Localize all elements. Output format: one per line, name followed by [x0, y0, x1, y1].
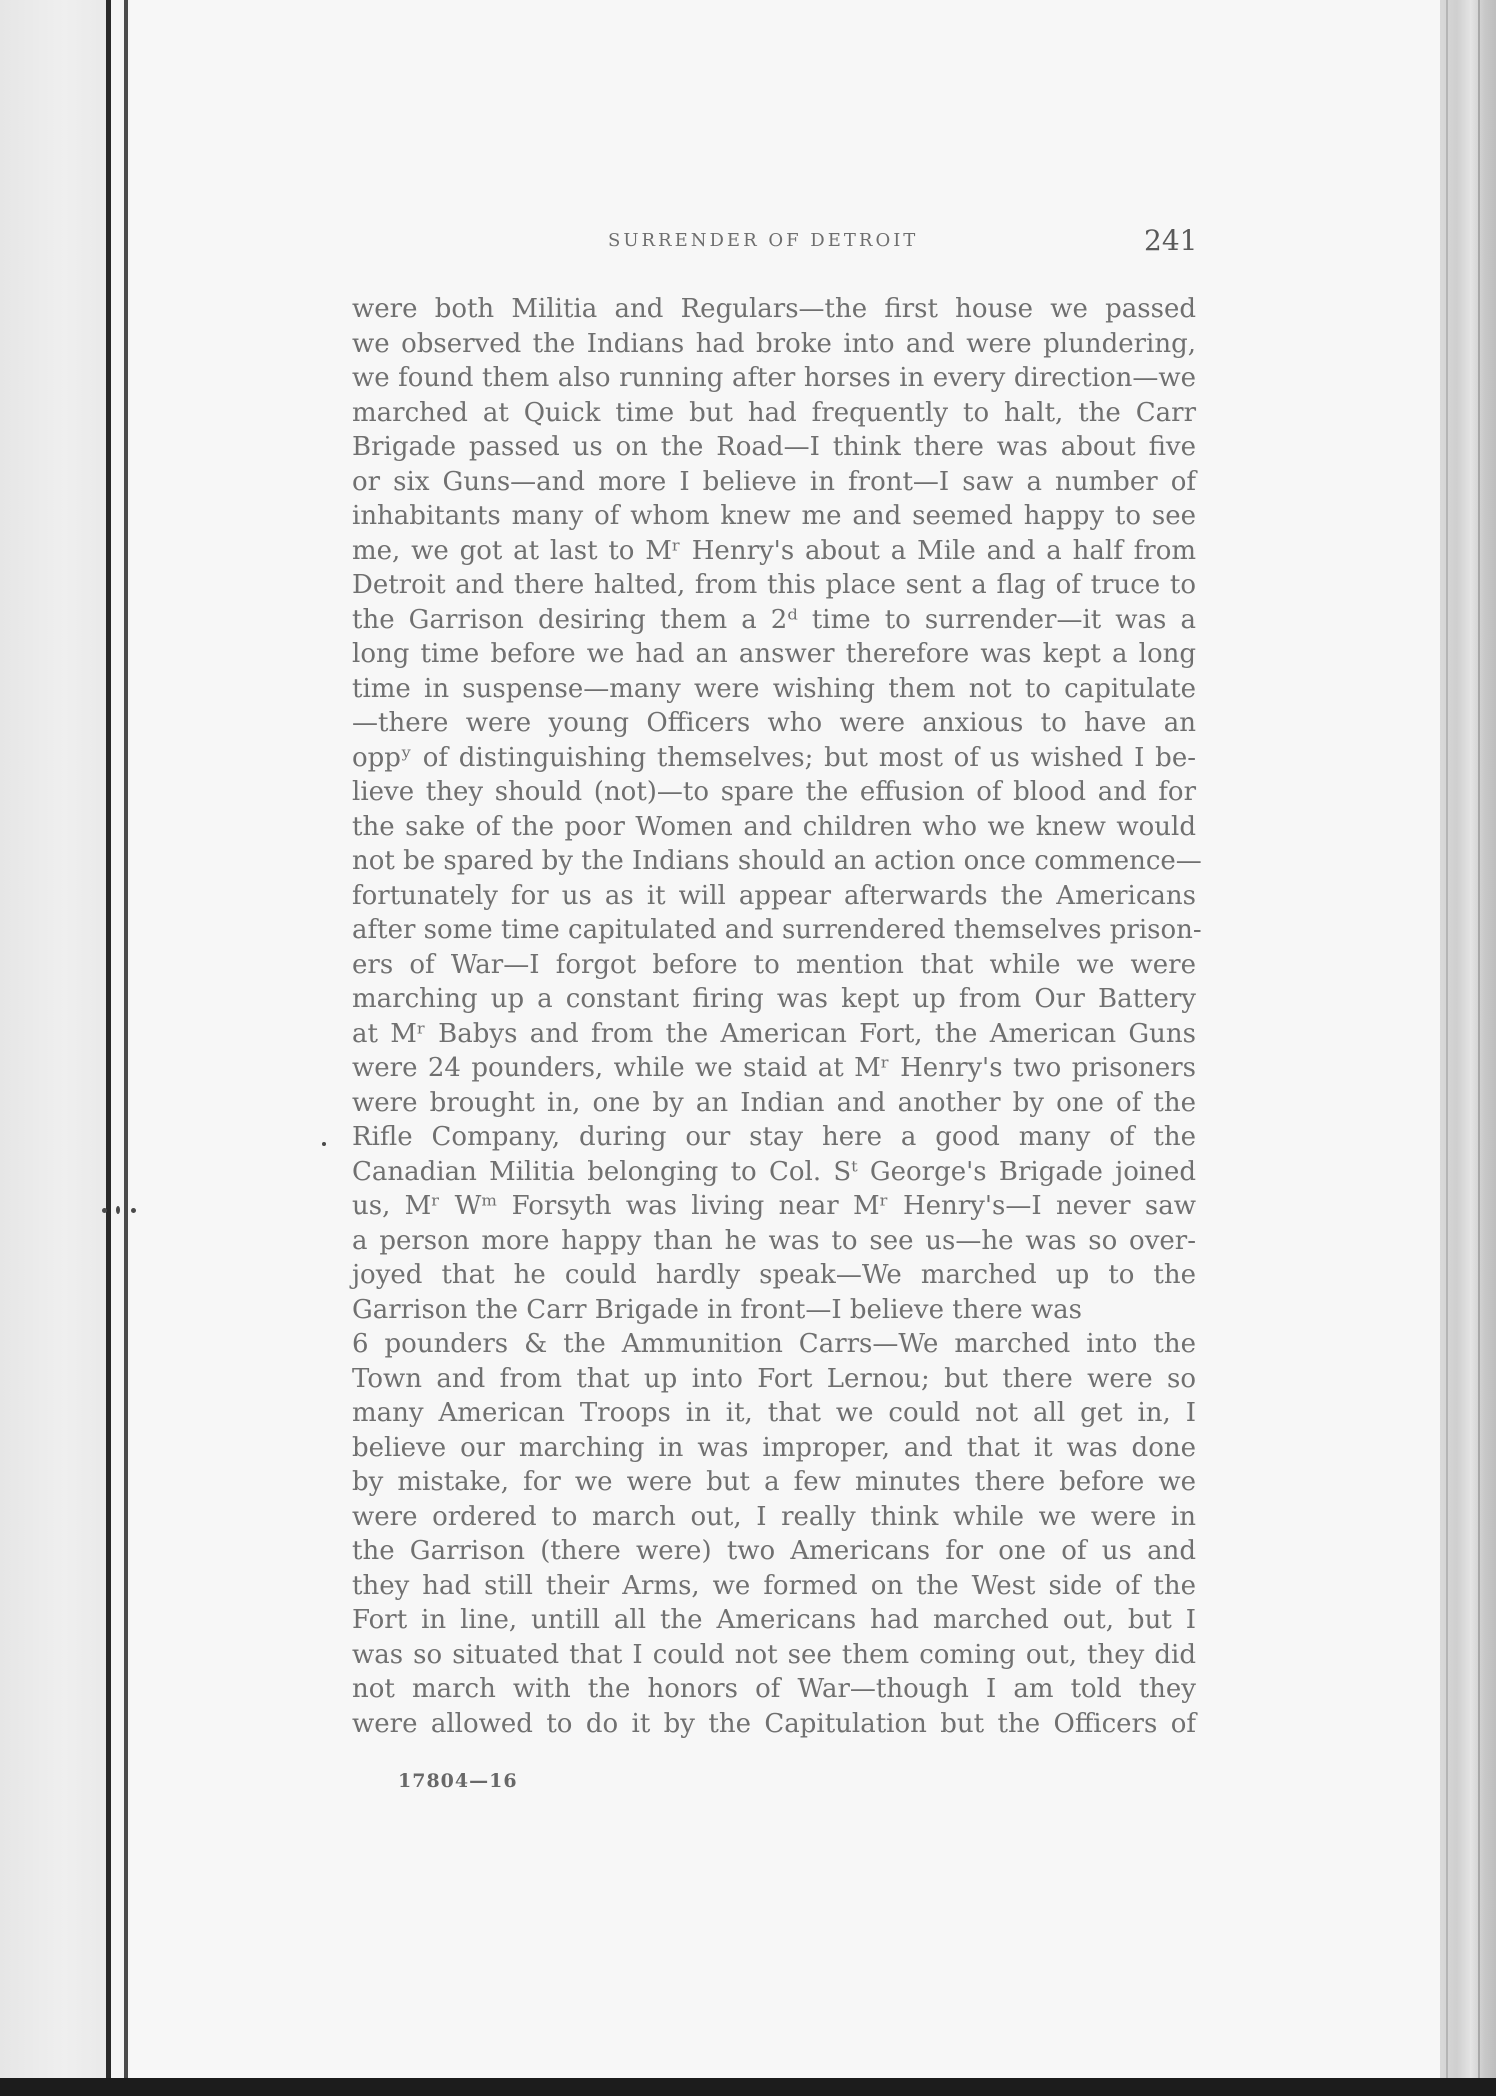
text-line: marched at Quick time but had frequently to halt, the Carr: [352, 397, 1196, 428]
text-line: ers of War—I forgot before to mention that while we were: [352, 949, 1196, 980]
text-line: were both Militia and Regulars—the first house we passed: [352, 294, 1196, 324]
text-line: inhabitants many of whom knew me and seemed happy to see: [352, 501, 1196, 531]
scan-bottom-border: [0, 2078, 1496, 2096]
text-line: many American Troops in it, that we could not all get in, I: [352, 1398, 1196, 1428]
text-line: were allowed to do it by the Capitulation but the Officers of: [352, 1708, 1196, 1739]
printer-signature-mark: 17804—16: [398, 1770, 518, 1792]
text-line: us, Mʳ Wᵐ Forsyth was living near Mʳ Henry's—I never saw: [352, 1191, 1196, 1221]
text-line: after some time capitulated and surrendered themselves prison-: [352, 915, 1202, 945]
text-line: me, we got at last to Mʳ Henry's about a Mile and a half from: [352, 535, 1196, 566]
running-head: SURRENDER OF DETROIT: [608, 230, 919, 251]
text-line: Detroit and there halted, from this place sent a flag of truce to: [352, 570, 1196, 600]
page-edge-stack: [1440, 0, 1496, 2096]
text-line: were brought in, one by an Indian and another by one of the: [352, 1087, 1196, 1118]
text-line: the sake of the poor Women and children who we knew would: [352, 811, 1196, 842]
text-line: marching up a constant firing was kept up from Our Battery: [352, 984, 1196, 1014]
body-text: [352, 292, 1202, 1741]
text-line: a person more happy than he was to see us—he was so over-: [352, 1225, 1196, 1256]
text-line: believe our marching in was improper, and that it was done: [352, 1432, 1196, 1463]
text-line: or six Guns—and more I believe in front—I saw a number of: [352, 466, 1196, 497]
text-line: oppʸ of distinguishing themselves; but most of us wished I be-: [352, 742, 1196, 773]
margin-speck: [116, 1206, 120, 1214]
text-line: we found them also running after horses in every direction—we: [352, 363, 1196, 393]
text-line: Rifle Company, during our stay here a good many of the: [352, 1122, 1196, 1152]
text-line: Canadian Militia belonging to Col. Sᵗ George's Brigade joined: [352, 1156, 1196, 1187]
text-line: joyed that he could hardly speak—We marched up to the: [352, 1260, 1196, 1290]
text-line: lieve they should (not)—to spare the effusion of blood and for: [352, 777, 1196, 807]
text-line: time in suspense—many were wishing them not to capitulate: [352, 673, 1196, 704]
text-line: the Garrison desiring them a 2ᵈ time to surrender—it was a: [352, 604, 1196, 635]
margin-speck: [322, 1142, 326, 1146]
page-number: 241: [1144, 224, 1198, 257]
text-line: we observed the Indians had broke into and were plundering,: [352, 328, 1196, 359]
binding-edge-line: [106, 0, 111, 2096]
text-line: they had still their Arms, we formed on the West side of the: [352, 1570, 1196, 1601]
text-line: Garrison the Carr Brigade in front—I believe there was: [352, 1294, 1083, 1325]
binding-edge-line: [124, 0, 128, 2096]
text-line: Fort in line, untill all the Americans had marched out, but I: [352, 1605, 1196, 1635]
text-line: was so situated that I could not see them coming out, they did: [352, 1639, 1196, 1670]
text-line: long time before we had an answer therefore was kept a long: [352, 639, 1196, 669]
text-line: the Garrison (there were) two Americans for one of us and: [352, 1536, 1196, 1566]
text-line: were 24 pounders, while we staid at Mʳ Henry's two prisoners: [352, 1053, 1196, 1083]
text-line: were ordered to march out, I really think while we were in: [352, 1501, 1196, 1532]
text-line: by mistake, for we were but a few minutes there before we: [352, 1467, 1196, 1497]
page-edge-line: [1446, 0, 1448, 2096]
text-line: Town and from that up into Fort Lernou; but there were so: [352, 1363, 1196, 1394]
text-line: at Mʳ Babys and from the American Fort, the American Guns: [352, 1018, 1196, 1049]
binding-margin: [0, 0, 108, 2096]
margin-speck: [131, 1208, 136, 1213]
text-line: not march with the honors of War—though I am told they: [352, 1674, 1196, 1704]
text-line: 6 pounders & the Ammunition Carrs—We marched into the: [352, 1329, 1196, 1359]
text-line: not be spared by the Indians should an action once commence—: [352, 846, 1202, 876]
text-line: Brigade passed us on the Road—I think there was about five: [352, 432, 1196, 462]
text-line: —there were young Officers who were anxious to have an: [352, 708, 1196, 738]
page-edge-line: [1478, 0, 1480, 2096]
text-line: fortunately for us as it will appear afterwards the Americans: [352, 880, 1196, 911]
margin-speck: [102, 1208, 107, 1213]
